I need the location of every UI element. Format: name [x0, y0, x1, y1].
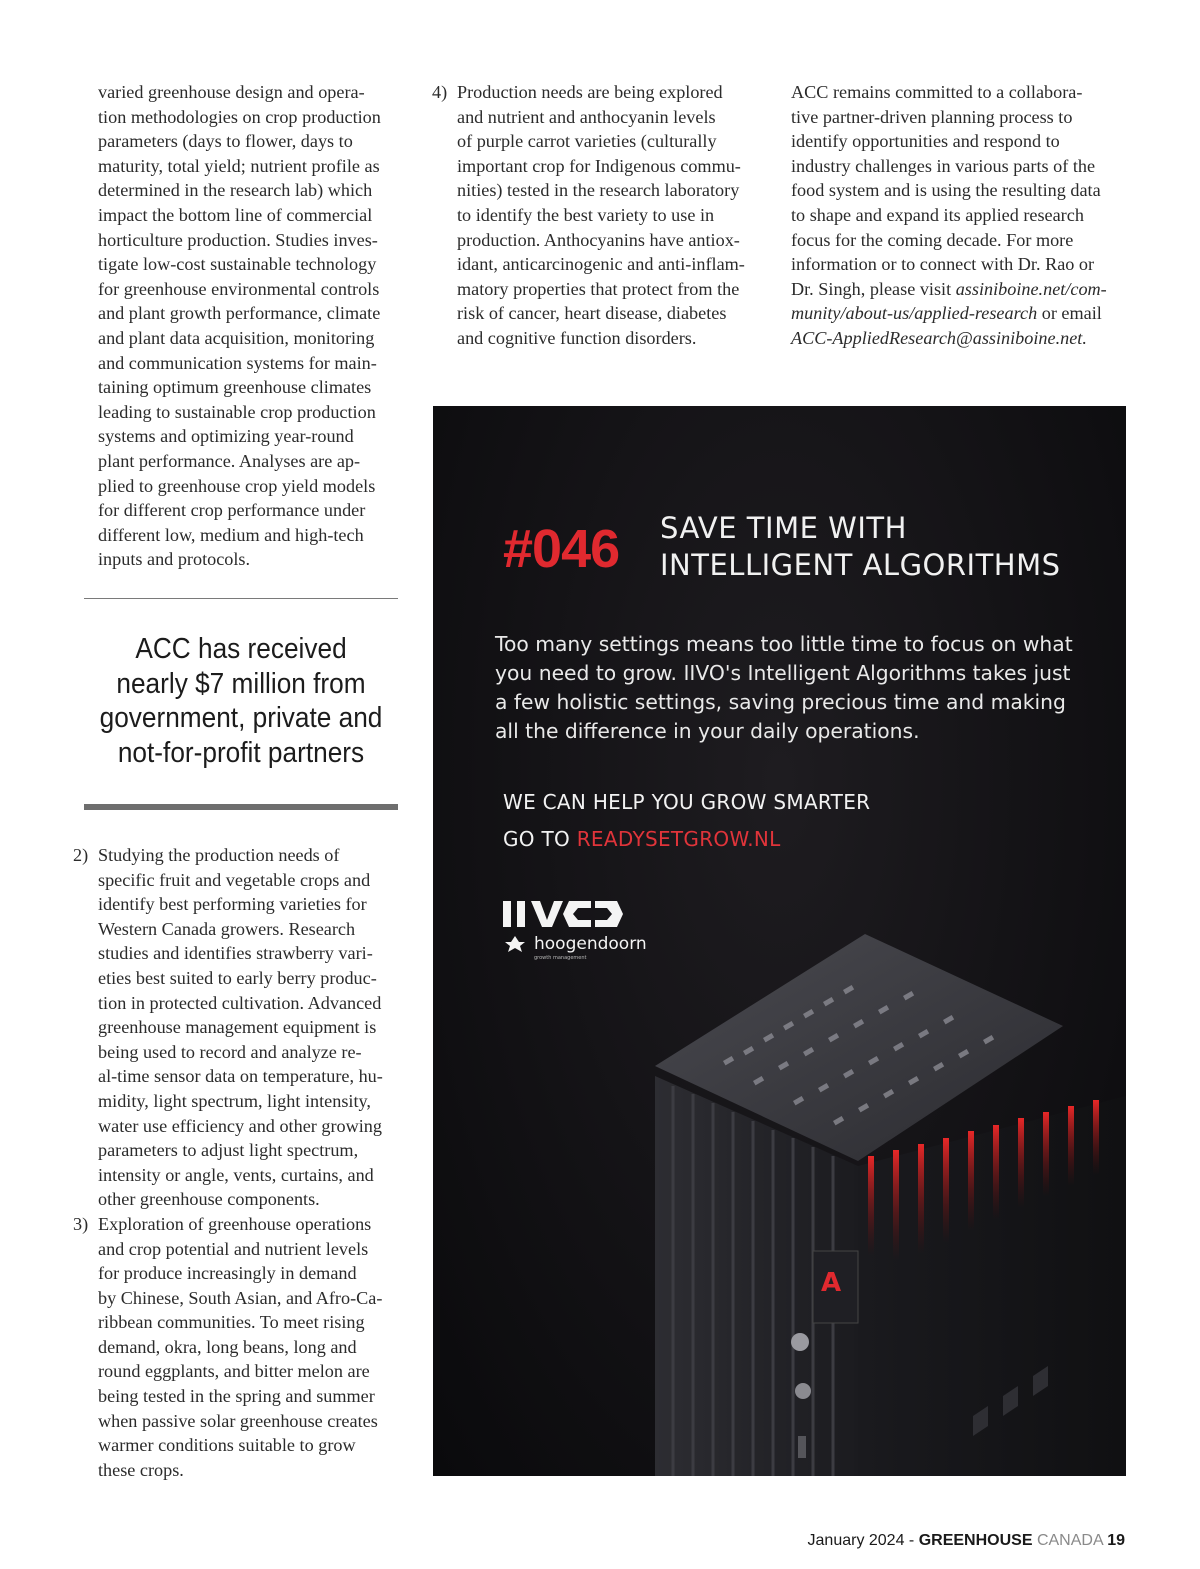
text-line: and crop potential and nutrient levels [98, 1238, 369, 1259]
text-line: al-time sensor data on temperature, hu- [98, 1066, 383, 1087]
text-line: parameters (days to flower, days to [98, 131, 353, 152]
text-line: water use efficiency and other growing [98, 1115, 382, 1136]
ad-website-link[interactable]: READYSETGROW.NL [576, 827, 781, 851]
text-line: Western Canada growers. Research [98, 918, 356, 939]
text-span: or email [1037, 303, 1102, 324]
list-item-4 [432, 80, 777, 351]
text-line: these crops. [98, 1459, 184, 1480]
ad-body-line: you need to grow. IIVO's Intelligent Algorithms takes just [495, 661, 1071, 685]
ad-cta-goto [503, 827, 781, 851]
text-line: to identify the best variety to use in [457, 204, 715, 225]
pullquote-line: nearly $7 million from [116, 667, 366, 700]
text-line: different low, medium and high-tech [98, 524, 364, 545]
footer-magazine-name: GREENHOUSE [918, 1532, 1033, 1549]
text-line: eties best suited to early berry produc- [98, 967, 377, 988]
text-line: studies and identifies strawberry vari- [98, 943, 373, 964]
text-line: intensity or angle, vents, curtains, and [98, 1164, 374, 1185]
list-item-2 [73, 843, 413, 1212]
text-line: and cognitive function disorders. [457, 327, 697, 348]
text-line: tive partner-driven planning process to [791, 106, 1073, 127]
text-line: taining optimum greenhouse climates [98, 377, 372, 398]
pullquote [97, 632, 386, 770]
text-line: for greenhouse environmental controls [98, 278, 380, 299]
text-line: demand, okra, long beans, long and [98, 1336, 357, 1357]
ad-cta-prefix: GO TO [503, 827, 577, 851]
text-line: specific fruit and vegetable crops and [98, 869, 371, 890]
pullquote-line: not-for-profit partners [117, 736, 365, 769]
hoogendoorn-tagline: growth management [534, 955, 587, 961]
text-line: Studying the production needs of [98, 845, 340, 865]
text-line: for different crop performance under [98, 500, 366, 521]
text-line: when passive solar greenhouse creates [98, 1410, 378, 1431]
list-number: 3) [73, 1213, 89, 1234]
list-item-3 [73, 1212, 413, 1483]
ad-number: #046 [503, 519, 620, 579]
text-line: plied to greenhouse crop yield models [98, 475, 376, 496]
advertisement [433, 406, 1126, 1476]
ad-headline [660, 510, 1061, 584]
text-line: idant, anticarcinogenic and anti-inflam- [457, 254, 745, 275]
iivo-hoogendoorn-logo [501, 896, 661, 966]
text-line: identify best performing varieties for [98, 894, 367, 915]
text-line: systems and optimizing year-round [98, 426, 354, 447]
iivo-device-illustration [643, 916, 1126, 1476]
text-span: Dr. Singh, please visit [791, 278, 956, 299]
text-line [791, 277, 1131, 302]
ad-cta: WE CAN HELP YOU GROW SMARTER [503, 790, 871, 814]
column-2-list [432, 80, 777, 351]
text-line: maturity, total yield; nutrient profile as [98, 155, 380, 176]
text-line: food system and is using the resulting data [791, 180, 1101, 201]
text-line: plant performance. Analyses are ap- [98, 450, 361, 471]
text-line: being used to record and analyze re- [98, 1041, 362, 1062]
column-1-list [73, 843, 413, 1482]
ad-body-line: Too many settings means too little time to focus on what [495, 632, 1073, 656]
list-number: 2) [73, 845, 89, 865]
hoogendoorn-mark-icon [505, 936, 525, 952]
column-1-top-text [98, 80, 418, 572]
text-line: information or to connect with Dr. Rao or [791, 254, 1095, 275]
pullquote-bottom-rule [84, 804, 398, 810]
research-url-link-cont[interactable]: munity/about-us/applied-research [791, 303, 1038, 324]
text-line: and nutrient and anthocyanin levels [457, 106, 716, 127]
text-line: important crop for Indigenous commu- [457, 155, 741, 176]
text-line: matory properties that protect from the [457, 278, 740, 299]
ad-headline-line: INTELLIGENT ALGORITHMS [660, 548, 1061, 582]
ad-body [495, 630, 1095, 746]
text-line: tion methodologies on crop production [98, 106, 381, 127]
text-line: and communication systems for main- [98, 352, 377, 373]
pullquote-line: ACC has received [135, 633, 347, 665]
ad-headline-line: SAVE TIME WITH [660, 511, 907, 545]
text-line: focus for the coming decade. For more [791, 229, 1074, 250]
text-line: ribbean communities. To meet rising [98, 1312, 365, 1333]
page-footer [808, 1532, 1125, 1550]
text-line: of purple carrot varieties (culturally [457, 131, 717, 152]
text-line: other greenhouse components. [98, 1189, 320, 1210]
text-line: horticulture production. Studies inves- [98, 229, 378, 250]
footer-date: January 2024 - [807, 1532, 919, 1549]
text-line: determined in the research lab) which [98, 180, 373, 201]
device-badge-icon: A [821, 1268, 842, 1298]
text-line [791, 326, 1131, 351]
text-line: leading to sustainable crop production [98, 401, 376, 422]
list-number: 4) [432, 82, 448, 102]
text-line: production. Anthocyanins have antiox- [457, 229, 740, 250]
text-line: and plant data acquisition, monitoring [98, 327, 375, 348]
text-line: being tested in the spring and summer [98, 1386, 375, 1407]
text-line: warmer conditions suitable to grow [98, 1435, 356, 1456]
text-line: identify opportunities and respond to [791, 131, 1060, 152]
email-link[interactable]: ACC-AppliedResearch@assiniboine.net. [791, 327, 1087, 348]
hoogendoorn-wordmark: hoogendoorn [534, 934, 647, 954]
text-line: tion in protected cultivation. Advanced [98, 992, 382, 1013]
text-line [791, 301, 1131, 326]
text-line: inputs and protocols. [98, 549, 251, 570]
text-line: and plant growth performance, climate [98, 303, 381, 324]
text-line: round eggplants, and bitter melon are [98, 1361, 370, 1382]
text-line: midity, light spectrum, light intensity, [98, 1090, 371, 1111]
text-line: greenhouse management equipment is [98, 1017, 377, 1038]
research-url-link[interactable]: assiniboine.net/com- [955, 278, 1107, 299]
page-number: 19 [1107, 1532, 1125, 1549]
text-line: risk of cancer, heart disease, diabetes [457, 303, 727, 324]
text-line: by Chinese, South Asian, and Afro-Ca- [98, 1287, 383, 1308]
iivo-logo-mark [503, 901, 623, 927]
text-line: industry challenges in various parts of the [791, 155, 1096, 176]
text-line: to shape and expand its applied research [791, 204, 1084, 225]
text-line: varied greenhouse design and opera- [98, 82, 365, 102]
text-line: nities) tested in the research laboratory [457, 180, 740, 201]
text-line: ACC remains committed to a collabora- [791, 82, 1083, 102]
text-line: for produce increasingly in demand [98, 1263, 357, 1284]
text-line: parameters to adjust light spectrum, [98, 1140, 359, 1161]
ad-body-line: all the difference in your daily operations. [495, 719, 920, 743]
pullquote-line: government, private and [99, 702, 383, 734]
footer-magazine-suffix: CANADA [1032, 1532, 1103, 1549]
text-line: Exploration of greenhouse operations [98, 1213, 372, 1234]
column-3-text [791, 80, 1131, 351]
text-line: impact the bottom line of commercial [98, 204, 373, 225]
pullquote-top-rule [84, 598, 398, 599]
text-line: tigate low-cost sustainable technology [98, 254, 377, 275]
text-line: Production needs are being explored [457, 82, 723, 102]
ad-body-line: a few holistic settings, saving precious time and making [495, 690, 1066, 714]
